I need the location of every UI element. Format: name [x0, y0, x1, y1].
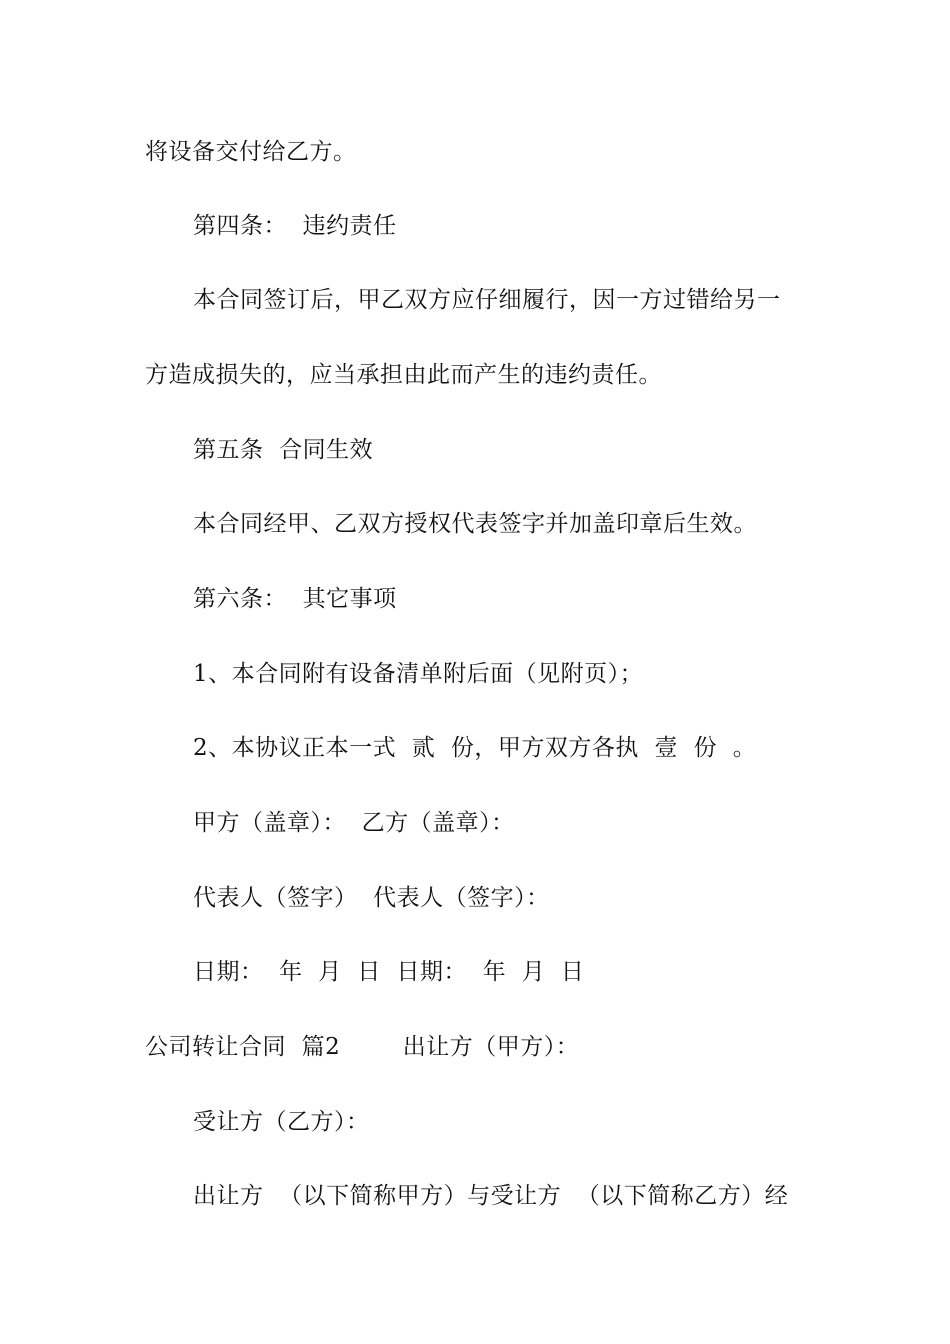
list-item-2: 2、本协议正本一式 贰 份，甲方双方各执 壹 份 。: [193, 735, 757, 761]
article-6-heading: 第六条： 其它事项: [193, 586, 397, 612]
seal-line: 甲方（盖章）： 乙方（盖章）：: [193, 810, 515, 836]
article-5-heading: 第五条 合同生效: [193, 437, 374, 463]
section-2-heading: 公司转让合同 篇2 出让方（甲方）：: [145, 1034, 580, 1060]
text-line-6: 本合同经甲、乙双方授权代表签字并加盖印章后生效。: [193, 511, 757, 537]
text-line-4: 方造成损失的，应当承担由此而产生的违约责任。: [145, 362, 662, 388]
text-line-15: 出让方 （以下简称甲方）与受让方 （以下简称乙方）经: [193, 1183, 789, 1209]
list-item-1: 1、本合同附有设备清单附后面（见附页）；: [193, 661, 644, 687]
article-4-heading: 第四条： 违约责任: [193, 213, 397, 239]
date-line: 日期： 年 月 日 日期： 年 月 日: [193, 959, 585, 985]
text-line-1: 将设备交付给乙方。: [145, 139, 357, 165]
assignee-line: 受让方（乙方）：: [193, 1109, 370, 1135]
signature-line: 代表人（签字） 代表人（签字）：: [193, 885, 550, 911]
text-line-3: 本合同签订后，甲乙双方应仔细履行，因一方过错给另一: [193, 287, 781, 313]
